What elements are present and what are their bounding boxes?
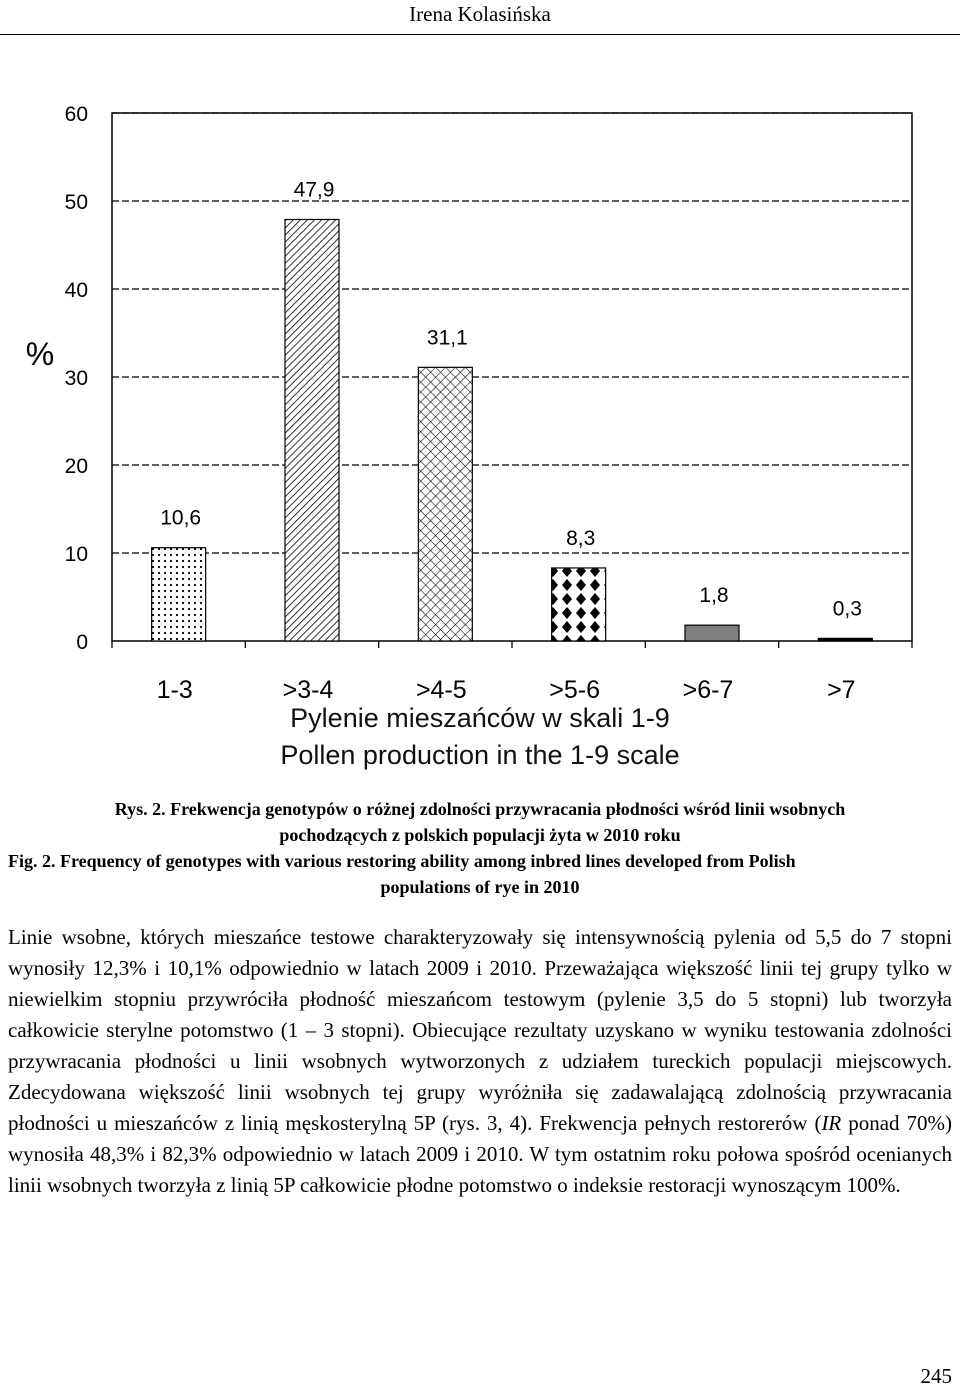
running-header-author: Irena Kolasińska (409, 2, 551, 26)
bar->4-5 (418, 367, 472, 641)
bar->3-4 (285, 219, 339, 641)
value-label: 47,9 (293, 178, 335, 202)
y-tick-label: 50 (64, 191, 88, 214)
caption-pl-line2: pochodzących z polskich populacji żyta w 2010 roku (279, 825, 681, 845)
y-tick-label: 10 (64, 543, 88, 566)
gridlines (112, 113, 912, 553)
x-axis-title-en: Pollen production in the 1-9 scale (280, 740, 680, 770)
y-tick-label: 60 (64, 103, 88, 126)
x-tick-label: >6-7 (682, 676, 734, 700)
x-tick-label: >7 (827, 676, 856, 700)
bars (152, 219, 873, 641)
body-text-part-2: ponad 70%) wynosiła 48,3% i 82,3% odpowiednio w latach 2009 i 2010. W tym ostatnim roku połowa spośród ocenianych linii wsobnych tworzyła z linią 5P całkowicie płodne potomstwo o indeksie restoracji wynoszącym 100%. (8, 1111, 952, 1197)
x-tick-label: 1-3 (156, 676, 193, 700)
y-tick-label: 20 (64, 455, 88, 478)
y-tick-label: 0 (76, 631, 88, 654)
bar-chart (0, 60, 960, 700)
bar-1-3 (152, 548, 206, 641)
chart-axes (112, 113, 912, 648)
bar->6-7 (685, 625, 739, 641)
x-tick-label: >4-5 (415, 676, 467, 700)
page-number: 245 (920, 1364, 952, 1388)
value-label: 31,1 (426, 326, 468, 350)
body-text-italic: IR (821, 1111, 842, 1135)
caption-en-line2: populations of rye in 2010 (380, 877, 580, 897)
bar->7 (818, 638, 872, 641)
value-label: 1,8 (699, 584, 729, 608)
caption-pl-line1: Rys. 2. Frekwencja genotypów o różnej zdolności przywracania płodności wśród linii wsobnych (114, 799, 846, 819)
body-text-part-1: Linie wsobne, których mieszańce testowe charakteryzowały się intensywnością pylenia od 5,5 do 7 stopni wynosiły 12,3% i 10,1% odpowiednio w latach 2009 i 2010. Przeważająca większość linii tej grupy tylko w niewielkim stopniu przywróciła płodność mieszańcom testowym (pylenie 3,5 do 5 stopni) lub tworzyła całkowicie sterylne potomstwo (1 – 3 stopni). Obiecujące rezultaty uzyskano w wyniku testowania zdolności przywracania płodności u linii wsobnych wytworzonych z udziałem tureckich populacji miejscowych. Zdecydowana większość linii wsobnych tej grupy wyróżniła się zadawalającą zdolnością przywracania płodności u mieszańców z linią męskosterylną 5P (rys. 3, 4). Frekwencja pełnych restorerów ( (8, 925, 952, 1135)
body-paragraph (8, 922, 952, 1201)
value-label: 10,6 (160, 506, 202, 530)
x-axis-title-pl: Pylenie mieszańców w skali 1-9 (290, 703, 670, 733)
y-tick-label: 40 (64, 279, 88, 302)
x-tick-label: >5-6 (549, 676, 601, 700)
value-label: 0,3 (832, 597, 862, 621)
header-rule (0, 34, 960, 35)
y-axis-label: % (25, 336, 55, 372)
y-tick-label: 30 (64, 367, 88, 390)
figure-caption (8, 796, 952, 900)
x-tick-label: >3-4 (282, 676, 334, 700)
caption-en-line1: Fig. 2. Frequency of genotypes with various restoring ability among inbred lines developed from Polish (8, 851, 796, 871)
bar->5-6 (552, 568, 606, 641)
value-label: 8,3 (566, 526, 596, 550)
